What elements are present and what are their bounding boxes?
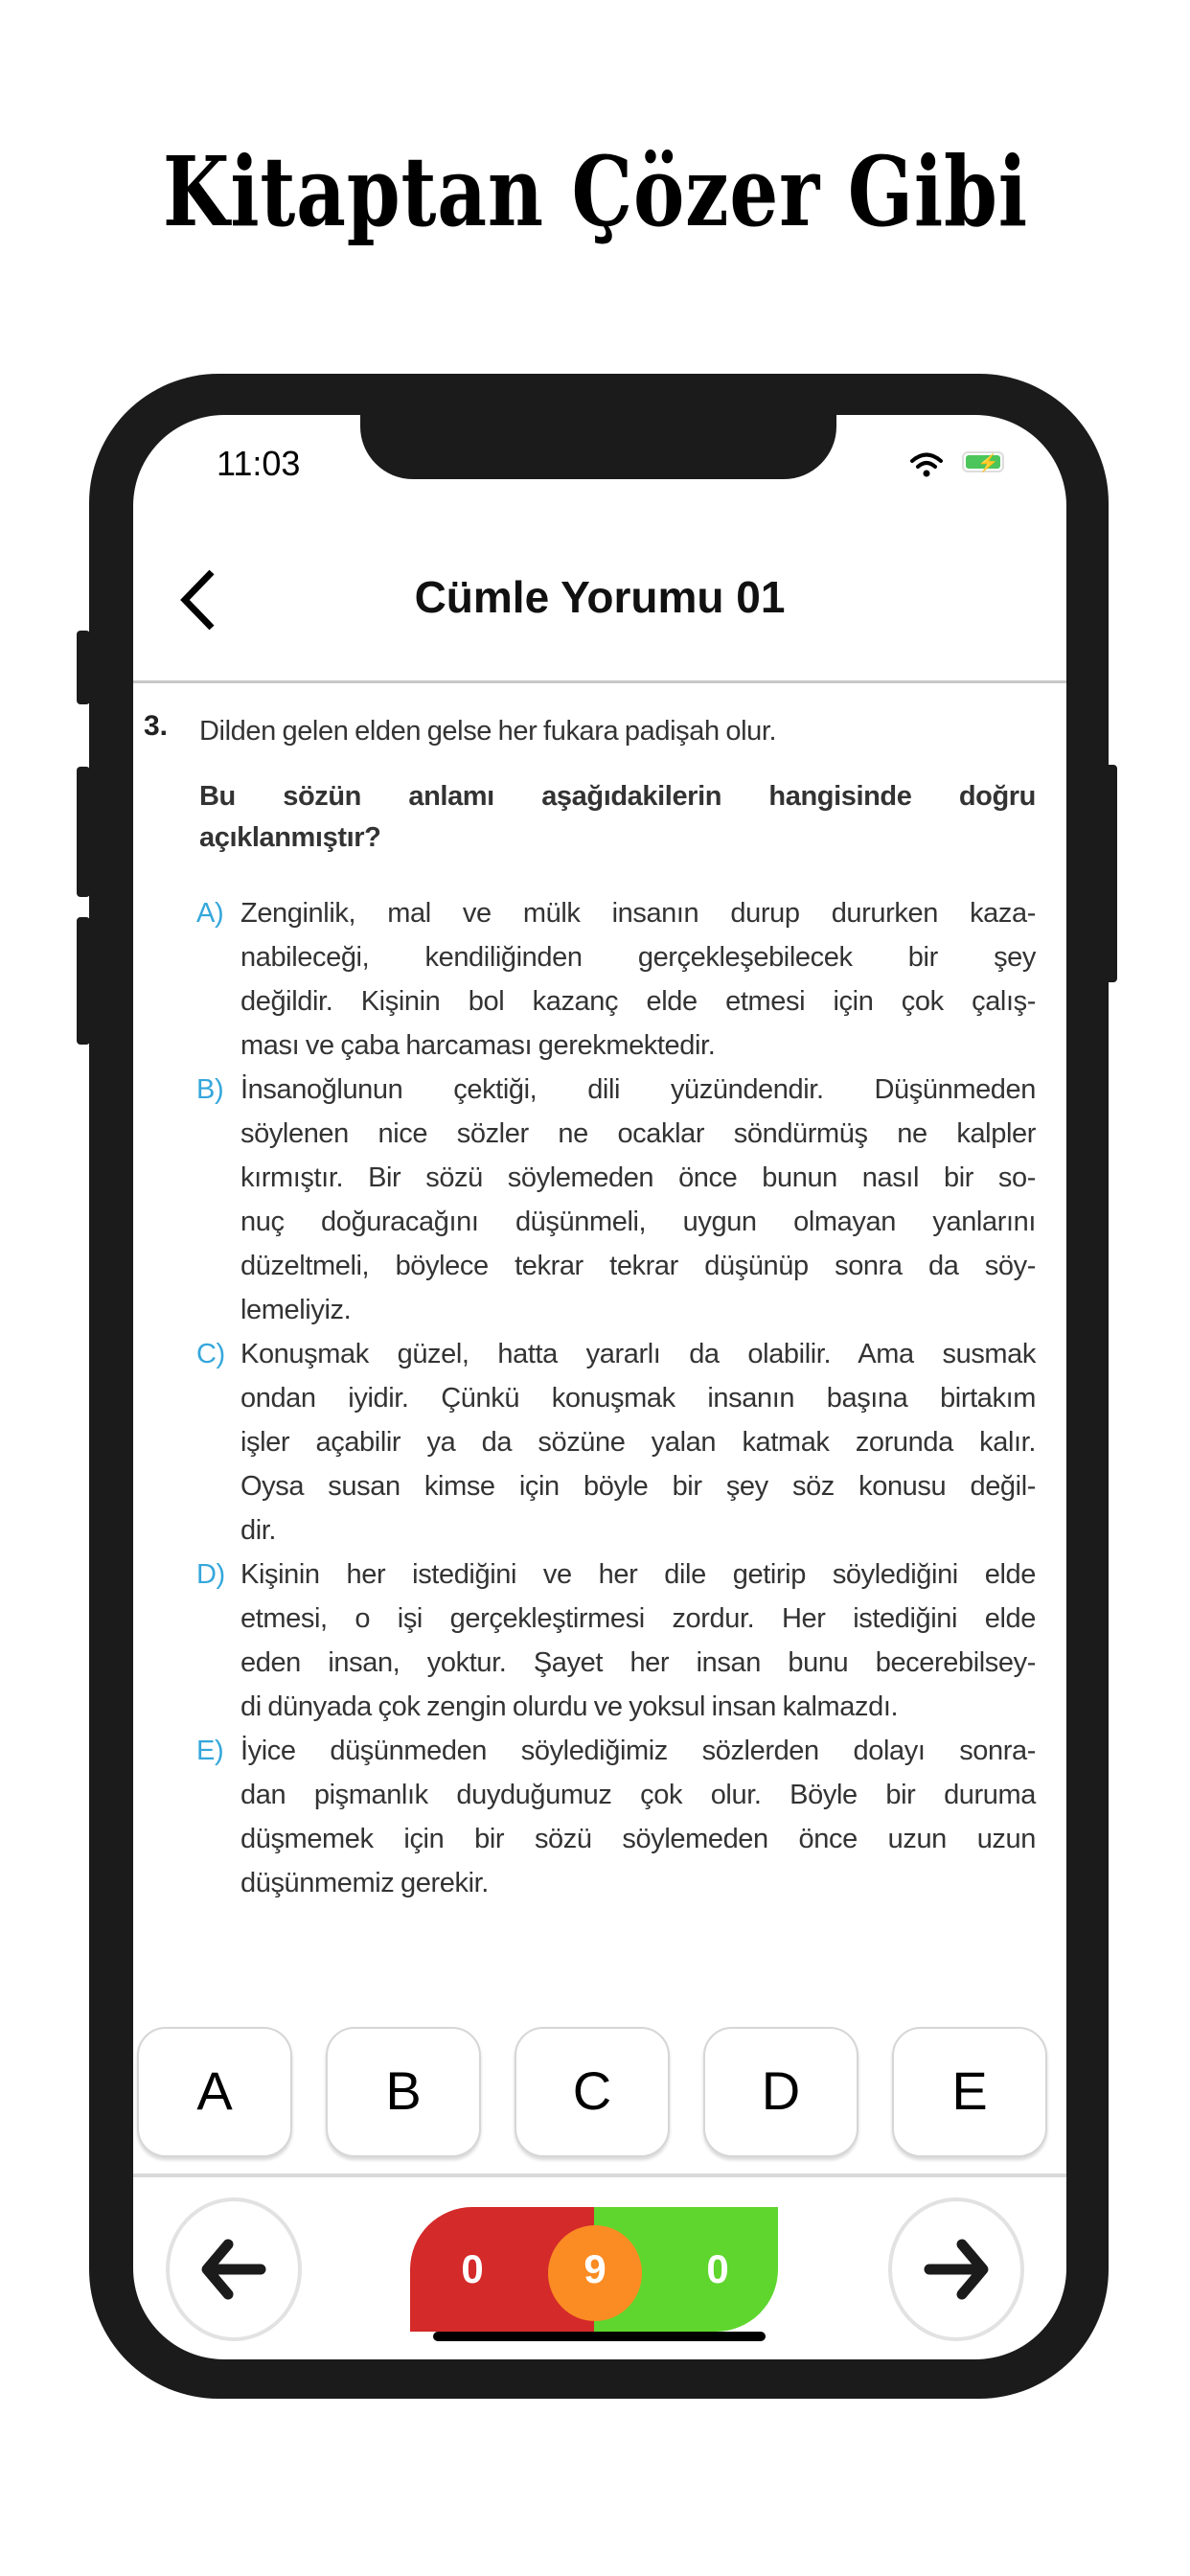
option-line: ondan iyidir. Çünkü konuşmak insanın başına birtakım [240, 1383, 1036, 1414]
option-line: işler açabilir ya da sözüne yalan katmak zorunda kalır. [240, 1427, 1036, 1458]
promo-title [0, 134, 1190, 249]
option-line: nabileceği, kendiliğinden gerçekleşebilecek bir şey [240, 942, 1036, 973]
option-label: A) [196, 898, 224, 929]
option-line: Zenginlik, mal ve mülk insanın durup dururken kaza- [240, 898, 1036, 929]
option-label: C) [196, 1339, 225, 1369]
option-line: lemeliyiz. [240, 1295, 352, 1325]
option-e [196, 1729, 1036, 1905]
option-b [196, 1068, 1036, 1332]
arrow-left-icon [195, 2231, 272, 2308]
question-stem: Dilden gelen elden gelse her fukara padişah olur. [199, 716, 777, 747]
answers-divider [133, 2174, 1066, 2177]
next-question-button[interactable] [888, 2197, 1024, 2341]
option-line: Kişinin her istediğini ve her dile getirip söylediğini elde [240, 1559, 1036, 1590]
notch [360, 415, 836, 479]
wrong-count: 0 [461, 2246, 484, 2291]
answer-button-c[interactable]: C [515, 2027, 670, 2157]
option-label: D) [196, 1559, 225, 1590]
question-number: 3. [144, 710, 169, 742]
option-line: İnsanoğlunun çektiği, dili yüzündendir. Düşünmeden [240, 1074, 1036, 1105]
option-line: değildir. Kişinin bol kazanç elde etmesi için çok çalış- [240, 986, 1036, 1017]
score-indicator [410, 2207, 778, 2332]
option-a [196, 891, 1036, 1068]
option-label: B) [196, 1074, 224, 1105]
option-text [240, 891, 1036, 1068]
battery-charging-icon: ⚡ [962, 451, 1004, 472]
option-line: Konuşmak güzel, hatta yararlı da olabilir. Ama susmak [240, 1339, 1036, 1369]
option-line: düşmemek için bir sözü söylemeden önce uzun uzun [240, 1824, 1036, 1854]
option-line: düzeltmeli, böylece tekrar tekrar düşünüp sonra da söy- [240, 1251, 1036, 1281]
option-c [196, 1332, 1036, 1552]
option-label: E) [196, 1736, 224, 1766]
option-d [196, 1552, 1036, 1729]
silent-switch [77, 631, 90, 704]
option-line: eden insan, yoktur. Şayet her insan bunu becerebilsey- [240, 1647, 1036, 1678]
option-line: düşünmemiz gerekir. [240, 1868, 489, 1898]
question-prompt [199, 776, 1036, 859]
header-divider [133, 680, 1066, 683]
home-indicator [433, 2332, 766, 2341]
volume-down-button [77, 917, 90, 1045]
option-text [240, 1552, 1036, 1729]
option-line: dir. [240, 1515, 277, 1546]
answer-button-b[interactable]: B [326, 2027, 481, 2157]
prompt-line: açıklanmıştır? [199, 822, 381, 853]
correct-count: 0 [706, 2246, 729, 2291]
option-line: kırmıştır. Bir sözü söylemeden önce bunun nasıl bir so- [240, 1162, 1036, 1193]
answer-button-e[interactable]: E [892, 2027, 1047, 2157]
option-line: Oysa susan kimse için böyle bir şey söz konusu değil- [240, 1471, 1036, 1502]
wifi-icon [909, 451, 944, 478]
answer-button-a[interactable]: A [137, 2027, 292, 2157]
arrow-right-icon [918, 2231, 995, 2308]
phone-screen [133, 415, 1066, 2359]
previous-question-button[interactable] [166, 2197, 302, 2341]
blank-count: 9 [584, 2246, 606, 2291]
option-line: nuç doğuracağını düşünmeli, uygun olmayan yanlarını [240, 1207, 1036, 1237]
option-line: etmesi, o işi gerçekleştirmesi zordur. Her istediğini elde [240, 1603, 1036, 1634]
option-line: söylenen nice sözler ne ocaklar söndürmüş ne kalpler [240, 1118, 1036, 1149]
promo-title-text: Kitaptan Çözer Gibi [162, 135, 1028, 248]
option-text [240, 1729, 1036, 1905]
option-text [240, 1068, 1036, 1332]
status-time: 11:03 [217, 444, 301, 483]
prompt-line: Bu sözün anlamı aşağıdakilerin hangisinde doğru [199, 781, 1036, 812]
answer-button-d[interactable]: D [703, 2027, 858, 2157]
option-line: di dünyada çok zengin olurdu ve yoksul insan kalmazdı. [240, 1691, 899, 1722]
options-list [133, 891, 1066, 1905]
option-line: ması ve çaba harcaması gerekmektedir. [240, 1030, 716, 1061]
option-text [240, 1332, 1036, 1552]
page-title: Cümle Yorumu 01 [414, 572, 786, 622]
volume-up-button [77, 767, 90, 897]
option-line: dan pişmanlık duyduğumuz çok olur. Böyle bir duruma [240, 1780, 1036, 1810]
option-line: İyice düşünmeden söylediğimiz sözlerden dolayı sonra- [240, 1736, 1036, 1766]
